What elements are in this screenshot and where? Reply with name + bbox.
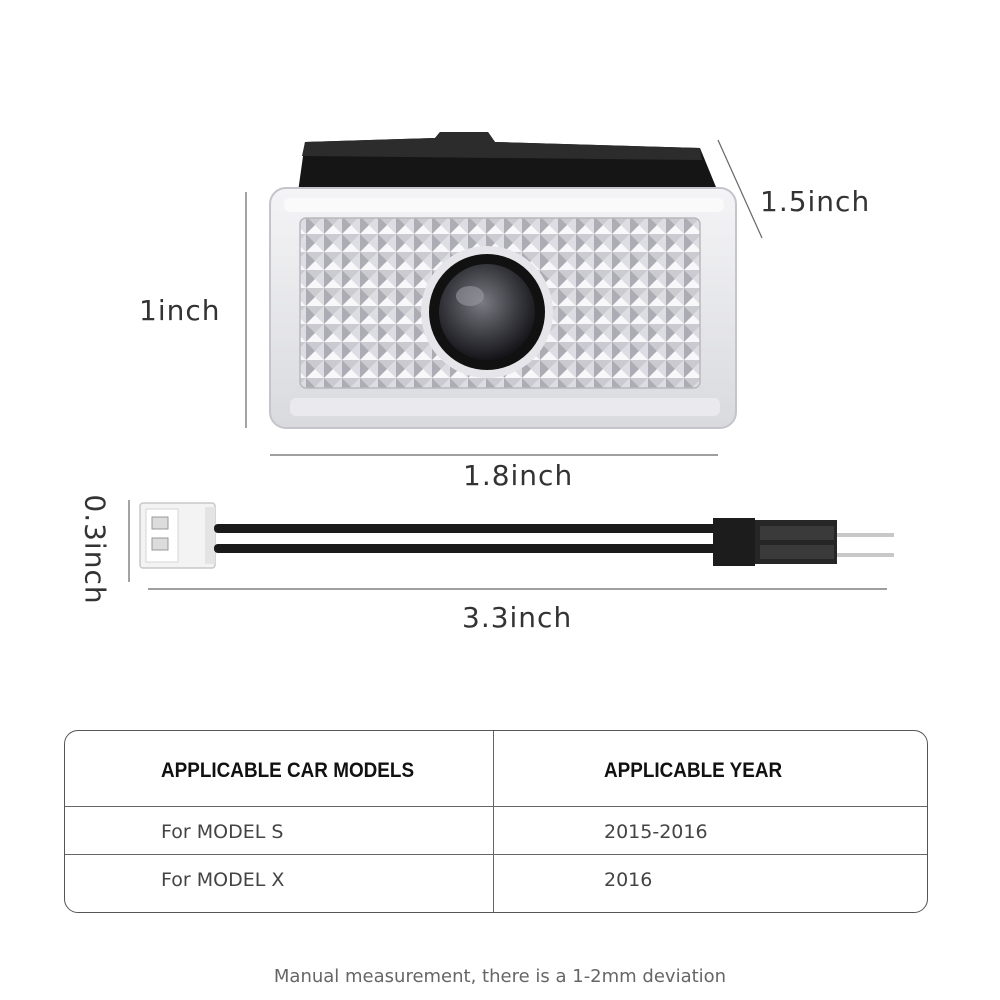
wiring-harness [140,503,894,568]
header-car-models: APPLICABLE CAR MODELS [161,759,415,782]
height-label: 1inch [139,294,221,327]
compatibility-table [64,730,928,913]
measurement-footnote: Manual measurement, there is a 1-2mm deviation [273,966,727,987]
table-row [65,807,927,855]
depth-label: 1.5inch [760,185,871,218]
cable-length-label: 3.3inch [462,601,573,634]
table-row [65,855,927,911]
projector-lens [421,246,553,378]
cable-height-label: 0.3inch [78,494,112,605]
width-label: 1.8inch [463,459,574,492]
year-cell: 2016 [604,869,653,891]
year-cell: 2015-2016 [604,821,708,843]
header-year: APPLICABLE YEAR [604,759,783,782]
model-cell: For MODEL X [161,869,285,891]
table-header-row [65,731,927,807]
model-cell: For MODEL S [161,821,284,843]
projector-housing [298,132,718,192]
